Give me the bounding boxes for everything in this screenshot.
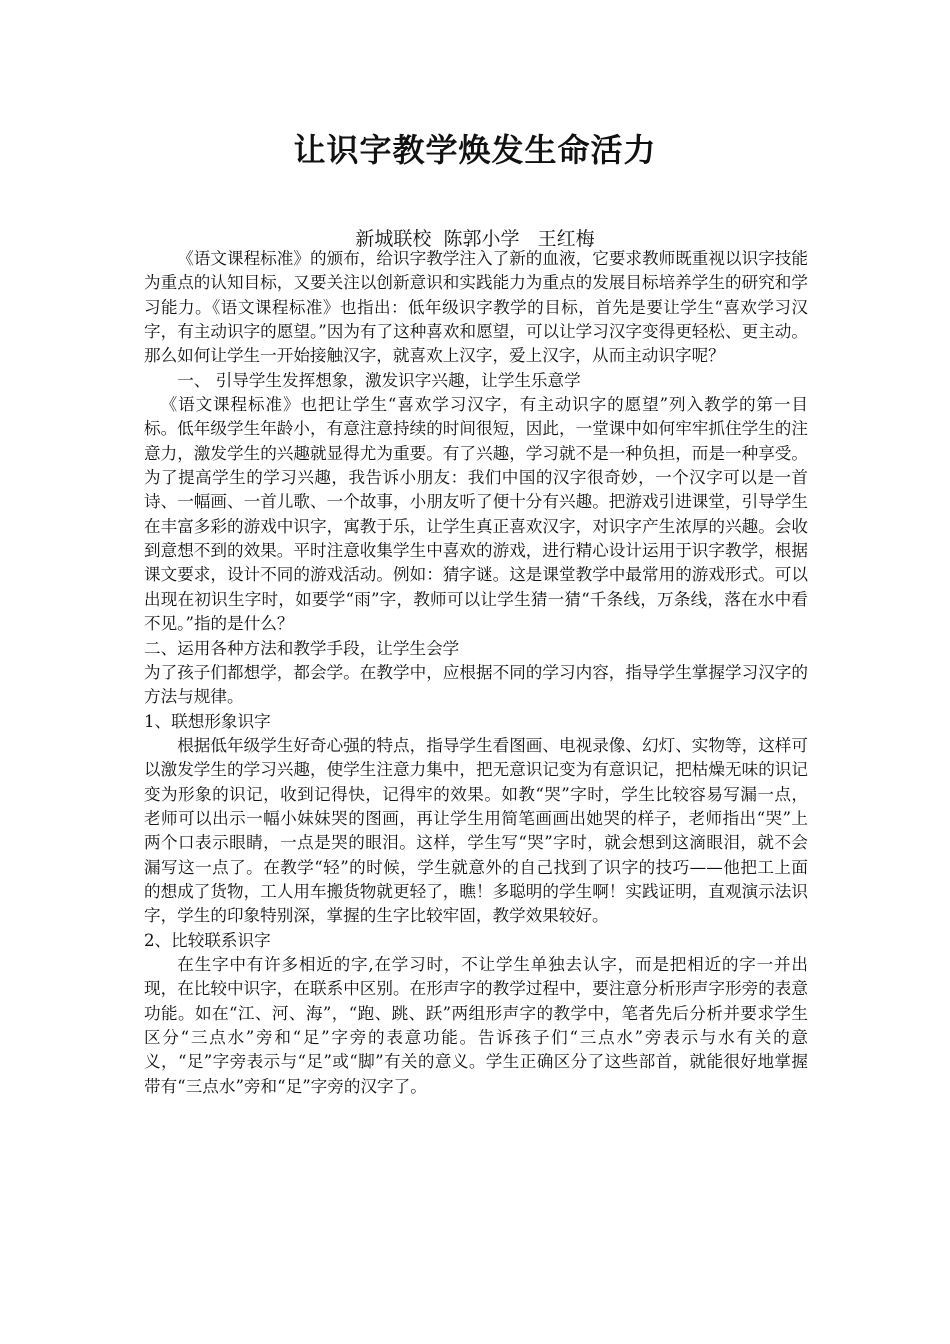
author-byline: 新城联校 陈郭小学 王红梅 (355, 228, 595, 250)
subsection-2-paragraph: 在生字中有许多相近的字,在学习时，不让学生单独去认字，而是把相近的字一并出现，在比较中识字，在联系中区别。在形声字的教学过程中，要注意分析形声字形旁的表意功能。如在“江、河、海”，“跑、跳、跃”两组形声字的教学中，笔者先后分析并要求学生区分“三点水”旁和“足”字旁的表意功能。告诉孩子们“三点水”旁表示与水有关的意义，“足”字旁表示与“足”或“脚”有关的意义。学生正确区分了这些部首，就能很好地掌握带有“三点水”旁和“足”字旁的汉字了。 (144, 954, 808, 1096)
subsection-heading-1: 1、联想形象识字 (144, 711, 271, 731)
intro-paragraph: 《语文课程标准》的颁布，给识字教学注入了新的血液，它要求教师既重视以识字技能为重点的认知目标，又要关注以创新意识和实践能力为重点的发展目标培养学生的研究和学习能力。《语文课程标准》也指出：低年级识字教学的目标，首先是要让学生“喜欢学习汉字，有主动识字的愿望。”因为有了这种喜欢和愿望，可以让学习汉字变得更轻松、更主动。那么如何让学生一开始接触汉字，就喜欢上汉字，爱上汉字，从而主动识字呢？ (144, 249, 808, 366)
document-title: 让识字教学焕发生命活力 (293, 131, 657, 169)
section-2-paragraph: 为了孩子们都想学，都会学。在教学中，应根据不同的学习内容，指导学生掌握学习汉字的方法与规律。 (144, 662, 808, 707)
subsection-1-paragraph: 根据低年级学生好奇心强的特点，指导学生看图画、电视录像、幻灯、实物等，这样可以激发学生的学习兴趣，使学生注意力集中，把无意识记变为有意识记，把枯燥无味的识记变为形象的识记，收到记得快，记得牢的效果。如教“哭”字时，学生比较容易写漏一点，老师可以出示一幅小妹妹哭的图画，再让学生用简笔画画出她哭的样子，老师指出“哭”上两个口表示眼睛，一点是哭的眼泪。这样，学生写“哭”字时，就会想到这滴眼泪，就不会漏写这一点了。在教学“轻”的时候，学生就意外的自己找到了识字的技巧——他把工上面的想成了货物，工人用车搬货物就更轻了，瞧！多聪明的学生啊！实践证明，直观演示法识字，学生的印象特别深，掌握的生字比较牢固，教学效果较好。 (144, 735, 808, 926)
section-1-paragraph: 《语文课程标准》也把让学生“喜欢学习汉字，有主动识字的愿望”列入教学的第一目标。低年级学生年龄小，有意注意持续的时间很短，因此，一堂课中如何牢牢抓住学生的注意力，激发学生的兴趣就显得尤为重要。有了兴趣，学习就不是一种负担，而是一种享受。为了提高学生的学习兴趣，我告诉小朋友：我们中国的汉字很奇妙，一个汉字可以是一首诗、一幅画、一首儿歌、一个故事，小朋友听了便十分有兴趣。把游戏引进课堂，引导学生在丰富多彩的游戏中识字，寓教于乐，让学生真正喜欢汉字，对识字产生浓厚的兴趣。会收到意想不到的效果。平时注意收集学生中喜欢的游戏，进行精心设计运用于识字教学，根据课文要求，设计不同的游戏活动。例如：猜字谜。这是课堂教学中最常用的游戏形式。可以出现在初识生字时，如要学“雨”字，教师可以让学生猜一猜“千条线，万条线，落在水中看不见。”指的是什么？ (144, 395, 808, 634)
subsection-heading-2: 2、比较联系识字 (144, 930, 271, 950)
section-heading-1: 一、 引导学生发挥想象，激发识字兴趣，让学生乐意学 (177, 370, 581, 390)
section-heading-2: 二、运用各种方法和教学手段，让学生会学 (144, 638, 460, 658)
document-body (144, 247, 808, 1099)
